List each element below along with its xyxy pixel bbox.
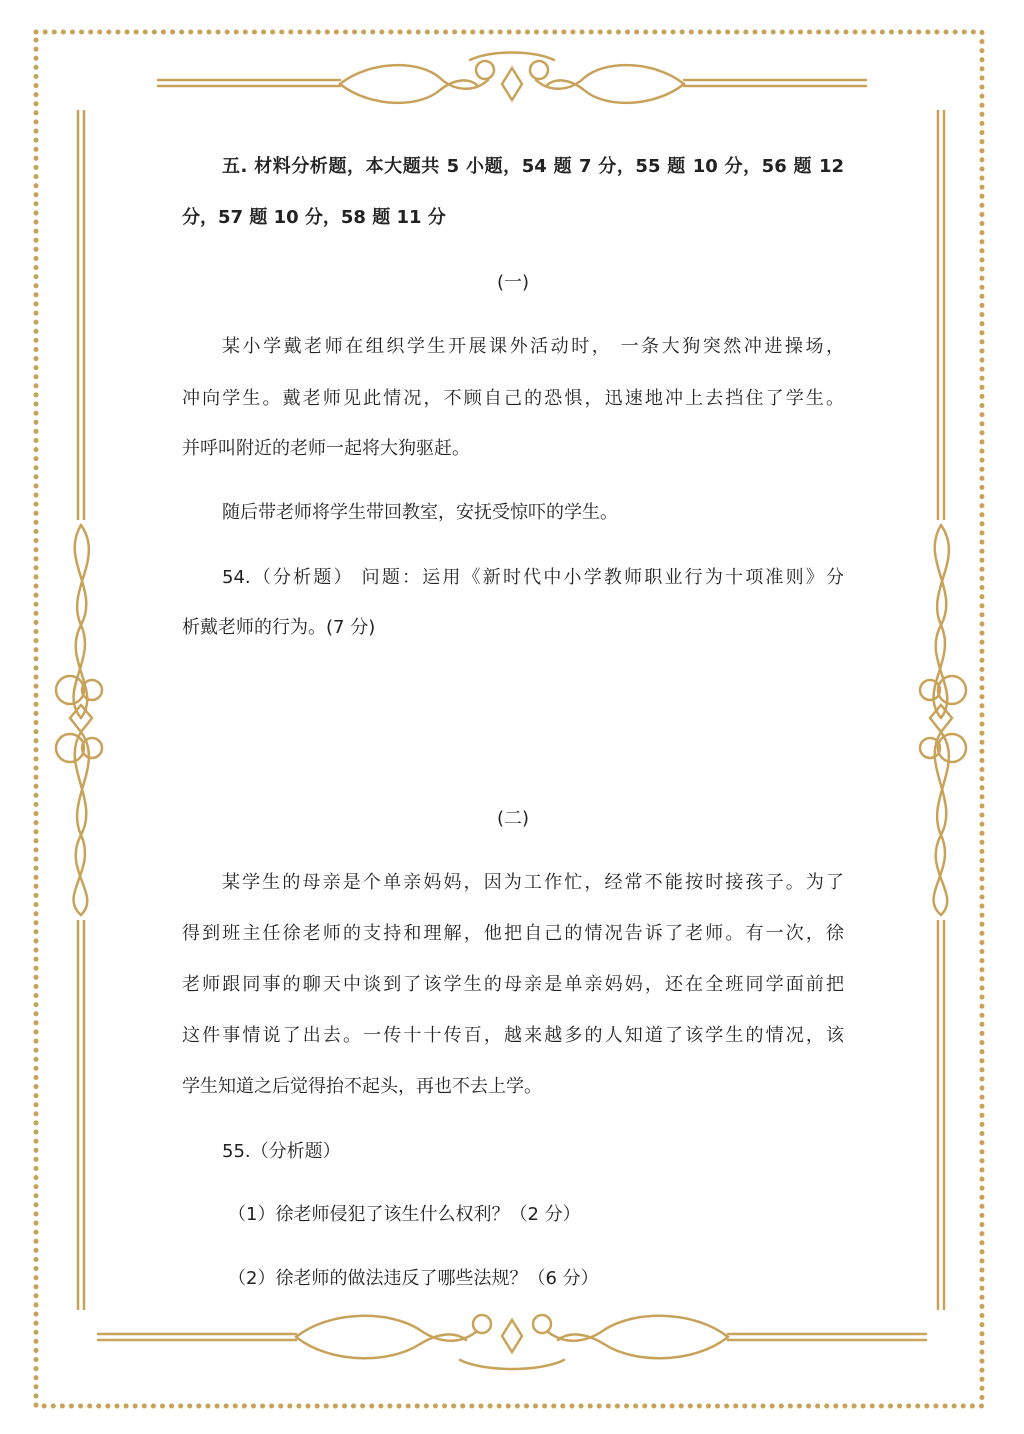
section-heading-line-1: 五. 材料分析题，本大题共 5 小题，54 题 7 分，55 题 10 分，56 题 12 [222, 156, 844, 177]
right-border-lines [938, 110, 944, 1310]
top-ornament-icon [158, 53, 866, 103]
question-54-line-1: 54.（分析题） 问题：运用《新时代中小学教师职业行为十项准则》分 [222, 567, 844, 588]
case-1-paragraph-line: 某小学戴老师在组织学生开展课外活动时， 一条大狗突然冲进操场， [222, 336, 844, 357]
question-55-label: 55.（分析题） [222, 1141, 341, 1162]
case-1-paragraph-2: 随后带老师将学生带回教室，安抚受惊吓的学生。 [222, 502, 618, 523]
case-1-label: (一) [496, 272, 530, 293]
case-2-paragraph-line: 某学生的母亲是个单亲妈妈，因为工作忙，经常不能按时接孩子。为了 [222, 872, 844, 893]
case-2-paragraph-line: 这件事情说了出去。一传十十传百，越来越多的人知道了该学生的情况，该 [182, 1025, 844, 1046]
left-border-lines [78, 110, 84, 1310]
sub-question-1: （1）徐老师侵犯了该生什么权利？（2 分） [228, 1204, 581, 1225]
case-1-paragraph-line: 冲向学生。戴老师见此情况，不顾自己的恐惧，迅速地冲上去挡住了学生。 [182, 388, 844, 409]
dotted-border [36, 32, 982, 1406]
section-heading-line-2: 分，57 题 10 分，58 题 11 分 [182, 207, 446, 228]
sub-question-2: （2）徐老师的做法违反了哪些法规？（6 分） [228, 1268, 599, 1289]
case-2-label: (二) [496, 808, 530, 829]
right-flourish-icon [920, 525, 966, 915]
bottom-ornament-icon [98, 1315, 926, 1369]
case-2-paragraph-line: 学生知道之后觉得抬不起头，再也不去上学。 [182, 1076, 542, 1097]
case-2-paragraph-line: 得到班主任徐老师的支持和理解，他把自己的情况告诉了老师。有一次，徐 [182, 923, 844, 944]
case-1-paragraph-line: 并呼叫附近的老师一起将大狗驱赶。 [182, 438, 470, 459]
left-flourish-icon [56, 525, 102, 915]
case-2-paragraph-line: 老师跟同事的聊天中谈到了该学生的母亲是单亲妈妈，还在全班同学面前把 [182, 974, 844, 995]
question-54-line-2: 析戴老师的行为。(7 分) [182, 617, 376, 638]
